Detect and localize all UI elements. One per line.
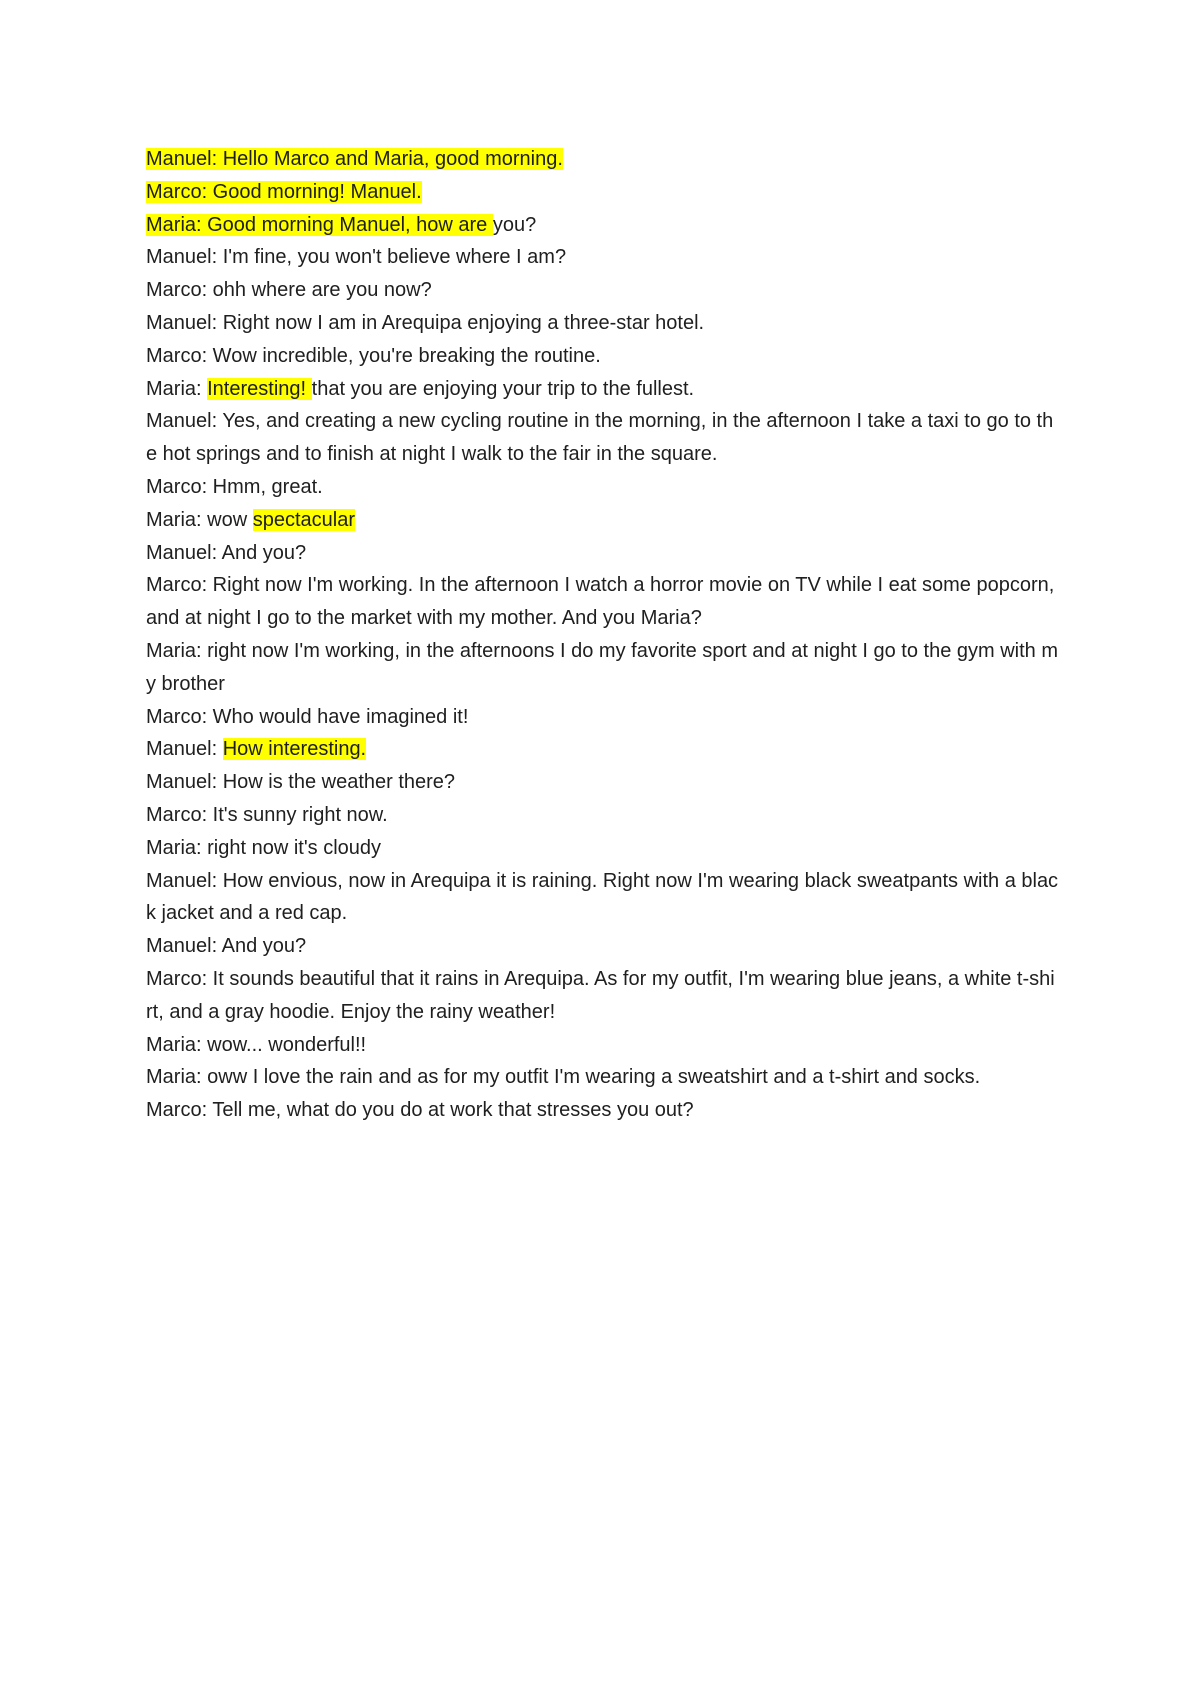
dialogue-text-segment: Manuel: I'm fine, you won't believe where I am?	[146, 246, 567, 269]
highlighted-text: Maria: Good morning Manuel, how are	[146, 213, 493, 236]
dialogue-text-segment: Marco: It sounds beautiful that it rains in Arequipa. As for my outfit, I'm wearing blue jeans, a white t-shirt, and a gray hoodie. Enjoy the rainy weather!	[146, 967, 1055, 1023]
dialogue-line	[146, 733, 1061, 766]
dialogue-line	[146, 504, 1061, 537]
dialogue-text-segment: Maria: oww I love the rain and as for my outfit I'm wearing a sweatshirt and a t-shirt and socks.	[146, 1066, 981, 1089]
dialogue-line	[146, 963, 1061, 1029]
dialogue-line	[146, 176, 1061, 209]
dialogue-text-segment: Manuel: How envious, now in Arequipa it is raining. Right now I'm wearing black sweatpants with a black jacket and a red cap.	[146, 869, 1059, 925]
dialogue-line	[146, 1029, 1061, 1062]
dialogue-line	[146, 832, 1061, 865]
dialogue-line	[146, 373, 1061, 406]
dialogue-line	[146, 405, 1061, 471]
dialogue-text	[146, 143, 1061, 1127]
dialogue-line	[146, 569, 1061, 635]
highlighted-text: Manuel: Hello Marco and Maria, good morning.	[146, 148, 563, 170]
dialogue-text-segment: Marco: Wow incredible, you're breaking the routine.	[146, 344, 601, 367]
dialogue-text-segment: Marco: It's sunny right now.	[146, 803, 388, 826]
dialogue-text-segment: Manuel: And you?	[146, 935, 307, 958]
dialogue-line	[146, 635, 1061, 701]
dialogue-text-segment: that you are enjoying your trip to the fullest.	[311, 377, 695, 400]
dialogue-text-segment: Manuel: And you?	[146, 541, 307, 564]
dialogue-text-segment: Marco: Who would have imagined it!	[146, 705, 469, 728]
dialogue-text-segment: Marco: Right now I'm working. In the afternoon I watch a horror movie on TV while I eat some popcorn, and at night I go to the market with my mother. And you Maria?	[146, 574, 1060, 630]
dialogue-text-segment: Maria: wow... wonderful!!	[146, 1033, 367, 1056]
highlighted-text: spectacular	[252, 508, 355, 531]
dialogue-text-segment: Manuel: How is the weather there?	[146, 771, 456, 794]
dialogue-text-segment: Marco: Hmm, great.	[146, 475, 323, 498]
dialogue-line	[146, 209, 1061, 242]
dialogue-line	[146, 274, 1061, 307]
dialogue-line	[146, 799, 1061, 832]
dialogue-line	[146, 307, 1061, 340]
dialogue-text-segment: you?	[492, 213, 537, 236]
dialogue-line	[146, 471, 1061, 504]
dialogue-line	[146, 766, 1061, 799]
dialogue-text-segment: Maria: right now I'm working, in the afternoons I do my favorite sport and at night I go to the gym with my brother	[146, 639, 1059, 695]
dialogue-text-segment: Manuel: Yes, and creating a new cycling routine in the morning, in the afternoon I take a taxi to go to the hot springs and to finish at night I walk to the fair in the square.	[146, 410, 1054, 466]
dialogue-line	[146, 340, 1061, 373]
dialogue-line	[146, 701, 1061, 734]
dialogue-line	[146, 865, 1061, 931]
dialogue-line	[146, 1061, 1061, 1094]
dialogue-text-segment: Manuel: Right now I am in Arequipa enjoying a three-star hotel.	[146, 311, 705, 334]
dialogue-text-segment: Manuel:	[146, 738, 223, 761]
highlighted-text: Marco: Good morning! Manuel.	[146, 180, 422, 203]
dialogue-line	[146, 241, 1061, 274]
dialogue-text-segment: Maria:	[146, 377, 208, 400]
dialogue-line	[146, 930, 1061, 963]
dialogue-line	[146, 1094, 1061, 1127]
dialogue-text-segment: Marco: ohh where are you now?	[146, 279, 432, 302]
dialogue-text-segment: Maria: wow	[146, 508, 253, 531]
dialogue-line	[146, 537, 1061, 570]
dialogue-line	[146, 143, 1061, 176]
highlighted-text: Interesting!	[207, 377, 312, 400]
highlighted-text: How interesting.	[222, 738, 367, 761]
dialogue-text-segment: Maria: right now it's cloudy	[146, 836, 382, 859]
dialogue-text-segment: Marco: Tell me, what do you do at work that stresses you out?	[146, 1099, 694, 1122]
